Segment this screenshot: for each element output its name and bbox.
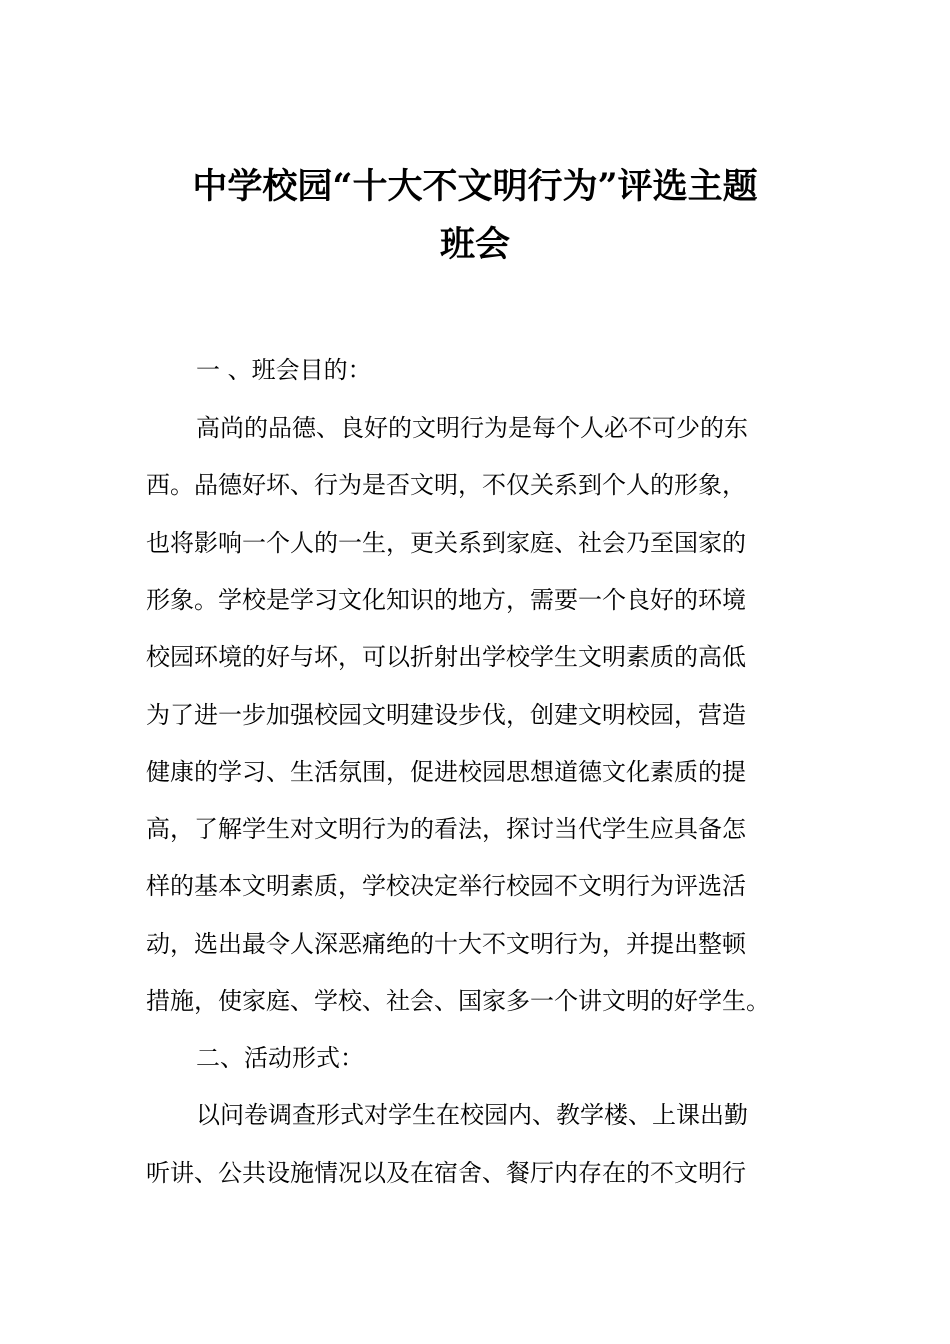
paragraph-line: 形象。学校是学习文化知识的地方，需要一个良好的环境 xyxy=(146,586,746,614)
section-heading-purpose: 一 、班会目的： xyxy=(196,356,372,384)
paragraph-line: 措施，使家庭、学校、社会、国家多一个讲文明的好学生。 xyxy=(146,987,770,1015)
paragraph-line: 听讲、公共设施情况以及在宿舍、餐厅内存在的不文明行 xyxy=(146,1159,746,1187)
paragraph-line: 以问卷调查形式对学生在校园内、教学楼、上课出勤 xyxy=(196,1101,748,1129)
document-title-line-1: 中学校园“十大不文明行为”评选主题 xyxy=(192,166,758,207)
paragraph-line: 动，选出最令人深恶痛绝的十大不文明行为，并提出整顿 xyxy=(146,930,746,958)
paragraph-line: 样的基本文明素质，学校决定举行校园不文明行为评选活 xyxy=(146,872,746,900)
paragraph-line: 也将影响一个人的一生，更关系到家庭、社会乃至国家的 xyxy=(146,529,746,557)
paragraph-line: 西。品德好坏、行为是否文明，不仅关系到个人的形象， xyxy=(146,471,746,499)
paragraph-line: 为了进一步加强校园文明建设步伐，创建文明校园，营造 xyxy=(146,701,746,729)
section-heading-format: 二、活动形式： xyxy=(196,1044,364,1072)
paragraph-line: 高尚的品德、良好的文明行为是每个人必不可少的东 xyxy=(196,414,748,442)
paragraph-line: 高，了解学生对文明行为的看法，探讨当代学生应具备怎 xyxy=(146,815,746,843)
document-title-line-2: 班会 xyxy=(439,224,510,265)
paragraph-line: 校园环境的好与坏，可以折射出学校学生文明素质的高低 xyxy=(146,643,746,671)
paragraph-line: 健康的学习、生活氛围，促进校园思想道德文化素质的提 xyxy=(146,758,746,786)
